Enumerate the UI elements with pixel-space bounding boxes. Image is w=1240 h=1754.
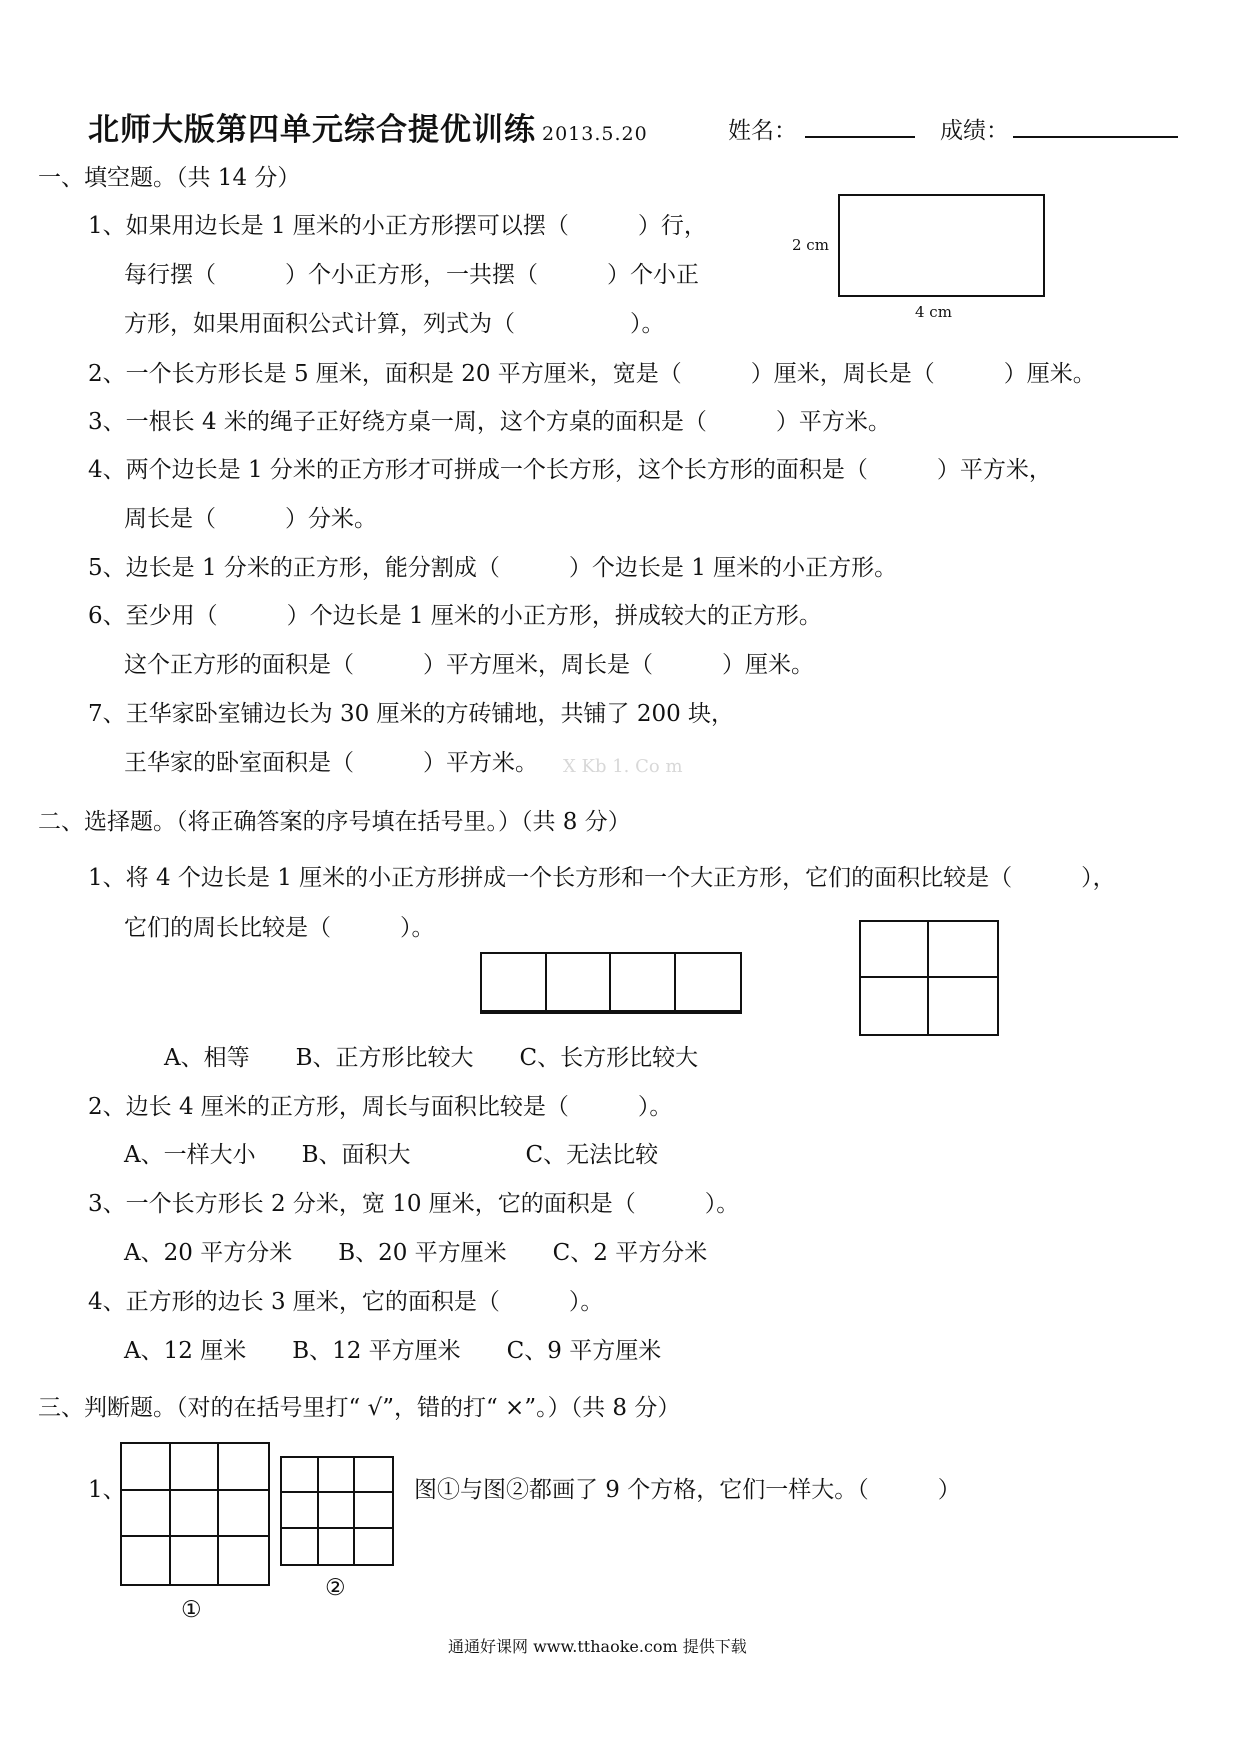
grid-cell — [355, 1458, 392, 1493]
s1-q1-line2: 每行摆（ ）个小正方形，一共摆（ ）个小正 — [124, 262, 699, 288]
grid-cell — [219, 1491, 268, 1538]
s1-q6-line2: 这个正方形的面积是（ ）平方厘米，周长是（ ）厘米。 — [124, 652, 814, 678]
s2-q4-options: A、12 厘米 B、12 平方厘米 C、9 平方厘米 — [124, 1338, 662, 1364]
grid-cell — [319, 1529, 356, 1564]
grid-cell — [929, 922, 997, 978]
title-text: 北师大版第四单元综合提优训练 — [88, 112, 536, 148]
score-label: 成绩： — [940, 118, 1009, 144]
grid-cell — [122, 1537, 171, 1584]
s2-q2-options: A、一样大小 B、面积大 C、无法比较 — [124, 1142, 659, 1168]
rectangle-figure — [838, 194, 1045, 297]
grid-cell — [676, 954, 741, 1012]
figure-2-label: ② — [325, 1575, 346, 1601]
grid-cell — [319, 1493, 356, 1528]
grid-cell — [219, 1444, 268, 1491]
s2-q2: 2、边长 4 厘米的正方形，周长与面积比较是（ ）。 — [88, 1094, 673, 1120]
s1-q4-line1: 4、两个边长是 1 分米的正方形才可拼成一个长方形，这个长方形的面积是（ ）平方米， — [88, 457, 1052, 483]
name-field[interactable] — [805, 136, 915, 138]
section1-heading: 一、填空题。（共 14 分） — [38, 165, 301, 191]
s1-q1-line3: 方形，如果用面积公式计算，列式为（ ）。 — [124, 311, 665, 337]
grid-cell — [282, 1493, 319, 1528]
rect-width-label: 4 cm — [915, 303, 952, 321]
s1-q7-line1: 7、王华家卧室铺边长为 30 厘米的方砖铺地，共铺了 200 块， — [88, 701, 735, 727]
s3-q1-number: 1、 — [88, 1477, 126, 1503]
s1-q7-line2: 王华家的卧室面积是（ ）平方米。 — [124, 750, 538, 776]
grid-cell — [355, 1529, 392, 1564]
s3-q1-text: 图①与图②都画了 9 个方格，它们一样大。（ ） — [414, 1477, 961, 1503]
grid-cell — [319, 1458, 356, 1493]
grid-cell — [611, 954, 676, 1012]
grid-cell — [219, 1537, 268, 1584]
s1-q3: 3、一根长 4 米的绳子正好绕方桌一周，这个方桌的面积是（ ）平方米。 — [88, 409, 891, 435]
grid-cell — [171, 1537, 220, 1584]
grid-cell — [861, 978, 929, 1034]
s1-q1-line1: 1、如果用边长是 1 厘米的小正方形摆可以摆（ ）行， — [88, 213, 707, 239]
s2-q1-line2: 它们的周长比较是（ ）。 — [124, 915, 435, 941]
s2-q3: 3、一个长方形长 2 分米，宽 10 厘米，它的面积是（ ）。 — [88, 1191, 740, 1217]
date-text: 2013.5.20 — [542, 123, 648, 145]
four-square-big-square — [859, 920, 999, 1036]
grid-cell — [482, 954, 547, 1012]
figure-2-grid — [280, 1456, 394, 1566]
four-square-rectangle — [480, 952, 742, 1014]
s1-q5: 5、边长是 1 分米的正方形，能分割成（ ）个边长是 1 厘米的小正方形。 — [88, 555, 898, 581]
figure-1-label: ① — [181, 1597, 202, 1623]
s2-q1-options: A、相等 B、正方形比较大 C、长方形比较大 — [164, 1045, 699, 1071]
grid-cell — [861, 922, 929, 978]
grid-cell — [929, 978, 997, 1034]
watermark-text: X Kb 1. Co m — [563, 756, 683, 777]
section2-heading: 二、选择题。（将正确答案的序号填在括号里。）（共 8 分） — [38, 809, 631, 835]
s2-q4: 4、正方形的边长 3 厘米，它的面积是（ ）。 — [88, 1289, 604, 1315]
grid-cell — [282, 1529, 319, 1564]
section3-heading: 三、判断题。（对的在括号里打“ √”，错的打“ ×”。）（共 8 分） — [38, 1395, 681, 1421]
figure-1-grid — [120, 1442, 270, 1586]
s1-q6-line1: 6、至少用（ ）个边长是 1 厘米的小正方形，拼成较大的正方形。 — [88, 603, 822, 629]
grid-cell — [171, 1444, 220, 1491]
grid-cell — [122, 1491, 171, 1538]
grid-cell — [547, 954, 612, 1012]
grid-cell — [122, 1444, 171, 1491]
name-label: 姓名： — [728, 118, 797, 144]
s2-q3-options: A、20 平方分米 B、20 平方厘米 C、2 平方分米 — [124, 1240, 708, 1266]
grid-cell — [355, 1493, 392, 1528]
grid-cell — [282, 1458, 319, 1493]
s1-q2: 2、一个长方形长是 5 厘米，面积是 20 平方厘米，宽是（ ）厘米，周长是（ ）厘米。 — [88, 361, 1096, 387]
score-field[interactable] — [1013, 136, 1178, 138]
s2-q1-line1: 1、将 4 个边长是 1 厘米的小正方形拼成一个长方形和一个大正方形，它们的面积比较是（ ）， — [88, 865, 1116, 891]
s1-q4-line2: 周长是（ ）分米。 — [124, 506, 377, 532]
grid-cell — [171, 1491, 220, 1538]
rect-height-label: 2 cm — [792, 236, 829, 254]
page-title — [88, 104, 648, 149]
footer-text: 通通好课网 www.tthaoke.com 提供下载 — [448, 1637, 747, 1656]
